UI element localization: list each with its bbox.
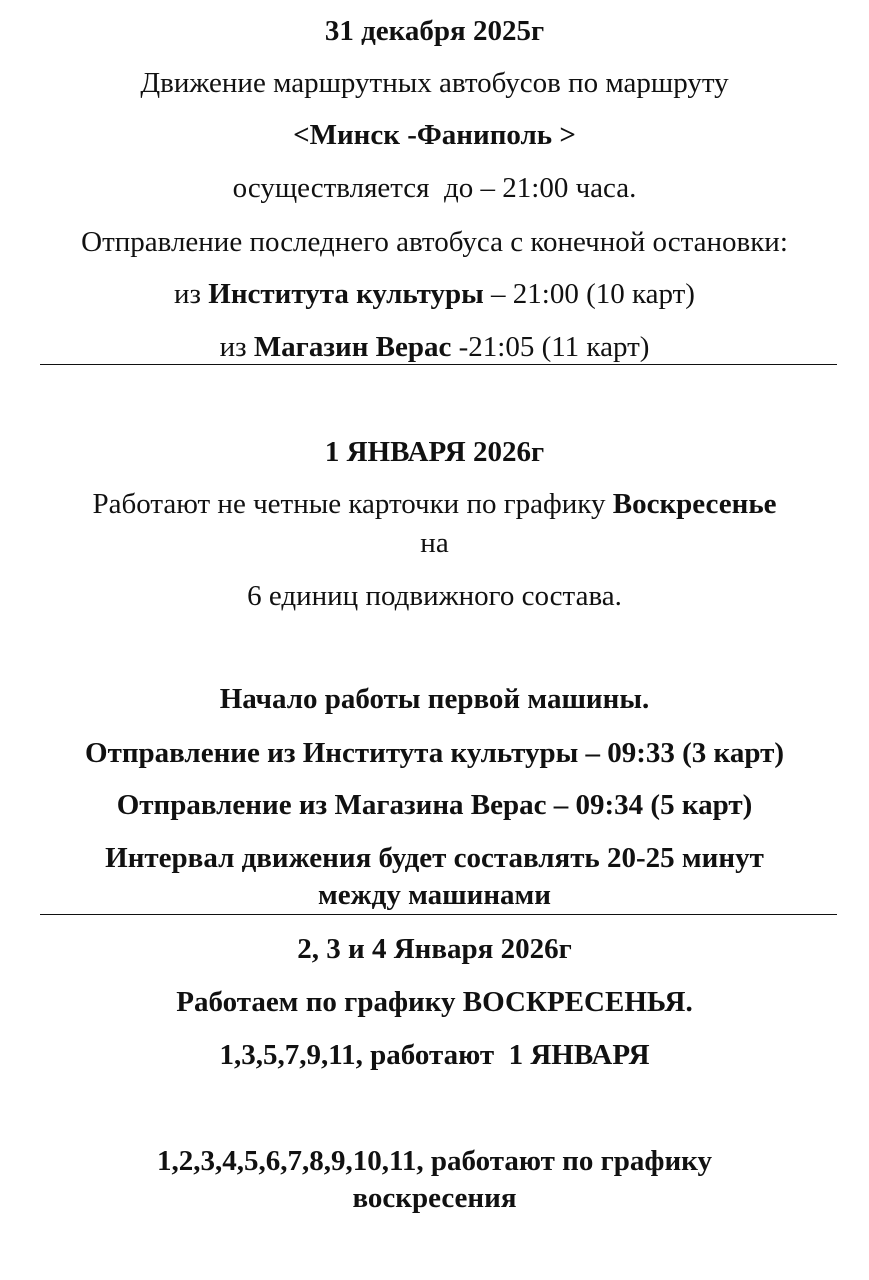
jan1-line-2: на (420, 527, 449, 559)
jan1-date: 1 ЯНВАРЯ 2026г (324, 436, 545, 468)
jan1-line-3: 6 единиц подвижного состава. (247, 580, 622, 612)
dec31-date: 31 декабря 2025г (324, 15, 545, 47)
start-heading: Начало работы первой машины. (219, 683, 650, 715)
divider-1 (40, 364, 837, 365)
dec31-line-3: осуществляется до – 21:00 часа. (232, 172, 637, 204)
dec31-departure-2-time: -21:05 (11 карт) (451, 331, 650, 363)
jan1-departure-1: Отправление из Института культуры – 09:33 (3 карт) (85, 737, 784, 769)
dec31-departure-1-stop: Института культуры (208, 278, 484, 310)
dec31-departure-2-prefix: из (219, 331, 254, 363)
jan1-line-1-text: Работают не четные карточки по графику (92, 488, 613, 520)
dec31-departure-1 (0, 278, 869, 310)
jan1-line-1 (0, 488, 869, 520)
jan1-departure-2: Отправление из Магазина Верас – 09:34 (5 карт) (116, 789, 753, 821)
divider-2 (40, 914, 837, 915)
interval-line-2: между машинами (318, 879, 551, 911)
dec31-departure-1-prefix: из (174, 278, 209, 310)
jan2-4-line-4: воскресения (352, 1182, 517, 1214)
dec31-line-1: Движение маршрутных автобусов по маршруту (140, 67, 729, 99)
route-name: <Минск -Фаниполь > (293, 119, 576, 151)
jan2-4-line-1: Работаем по графику ВОСКРЕСЕНЬЯ. (176, 986, 693, 1018)
jan2-4-line-3: 1,2,3,4,5,6,7,8,9,10,11, работают по графику (157, 1145, 712, 1177)
dec31-departure-2 (0, 331, 869, 363)
jan1-line-1-bold: Воскресенье (612, 488, 777, 520)
dec31-line-4: Отправление последнего автобуса с конечной остановки: (81, 226, 788, 258)
dec31-departure-1-time: – 21:00 (10 карт) (483, 278, 695, 310)
dec31-departure-2-stop: Магазин Верас (253, 331, 452, 363)
jan2-4-line-2: 1,3,5,7,9,11, работают 1 ЯНВАРЯ (219, 1039, 650, 1071)
jan2-4-date: 2, 3 и 4 Января 2026г (297, 933, 572, 965)
interval-line-1: Интервал движения будет составлять 20-25 минут (105, 842, 764, 874)
